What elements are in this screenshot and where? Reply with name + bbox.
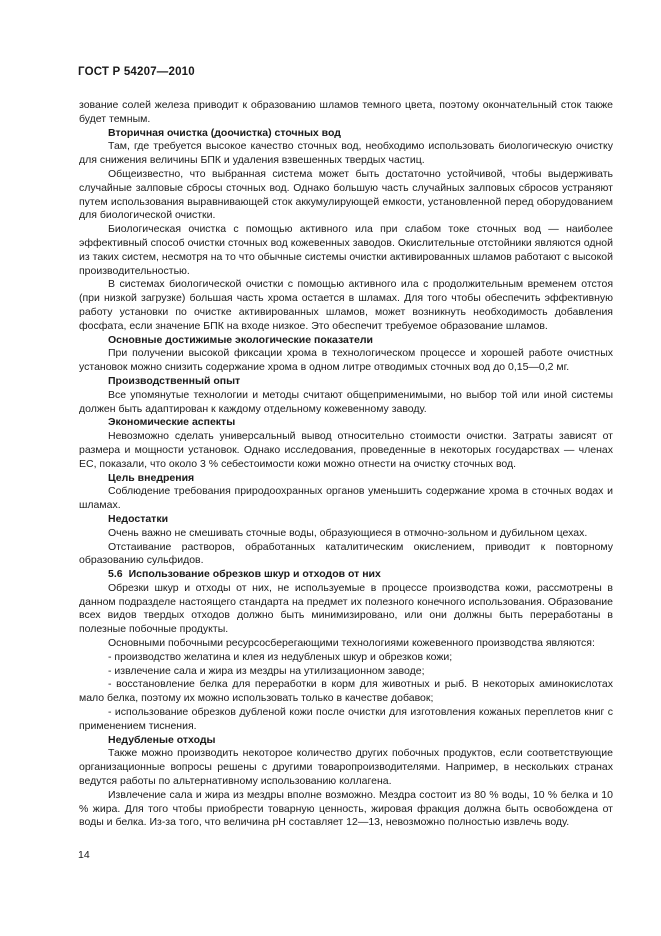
section-heading <box>79 568 613 582</box>
list-item: - использование обрезков дубленой кожи после очистки для изготовления кожаных переплетов книг с применением тиснения. <box>79 706 613 732</box>
paragraph: зование солей железа приводит к образованию шламов темного цвета, поэтому окончательный сток также будет темным. <box>79 99 613 125</box>
paragraph: В системах биологической очистки с помощью активного ила с продолжительным временем отстоя (при низкой загрузке) большая часть хрома остается в шламах. Для того чтобы обеспечить эффективную работу установки по очистке активированных шламов, может возникнуть необходимость добавления фосфата, если значение БПК на входе низкое. Это обеспечит требуемое образование шламов. <box>79 278 613 332</box>
paragraph: Также можно производить некоторое количество других побочных продуктов, если соответствующие организационные вопросы решены с другими товаропроизводителями. Например, в нескольких странах ведутся работы по альтернативному использованию коллагена. <box>79 747 613 788</box>
subheading: Цель внедрения <box>108 471 195 484</box>
paragraph: Биологическая очистка с помощью активного ила при слабом токе сточных вод — наиболее эффективный способ очистки сточных вод кожевенных заводов. Окислительные отстойники являются одной из таких систем, несмотря на то что обычные системы очистки активированных шламов работают с высокой производительностью. <box>79 223 613 277</box>
list-item: - восстановление белка для переработки в корм для животных и рыб. В некоторых аминокислотах мало белка, поэтому их можно использовать только в качестве добавок; <box>79 678 613 705</box>
subheading: Недостатки <box>108 512 169 525</box>
paragraph: Очень важно не смешивать сточные воды, образующиеся в отмочно-зольном и дубильном цехах. <box>108 526 588 539</box>
section-title: Использование обрезков шкур и отходов от них <box>128 568 381 581</box>
paragraph: Основными побочными ресурсосберегающими технологиями кожевенного производства являются: <box>108 637 595 650</box>
subheading: Производственный опыт <box>108 374 241 387</box>
subheading: Основные достижимые экологические показатели <box>108 333 374 346</box>
paragraph: Соблюдение требования природоохранных органов уменьшить содержание хрома в сточных водах и шламах. <box>79 485 613 512</box>
list-item: - производство желатина и клея из недубленых шкур и обрезков кожи; <box>108 650 453 663</box>
page-number: 14 <box>78 849 90 861</box>
paragraph: Все упомянутые технологии и методы считают общеприменимыми, но выбор той или иной системы должен быть адаптирован к каждому отдельному кожевенному заводу. <box>79 388 613 415</box>
paragraph: Отстаивание растворов, обработанных каталитическим окислением, приводит к повторному образованию сульфидов. <box>79 540 613 567</box>
paragraph: Обрезки шкур и отходы от них, не используемые в процессе производства кожи, рассмотрены в данном подразделе настоящего стандарта на предмет их полезного конечного использования. Образование всех видов твердых отходов должно быть минимизировано, или они должны быть переработаны в полезные побочные продукты. <box>79 581 613 636</box>
paragraph: Общеизвестно, что выбранная система может быть достаточно устойчивой, чтобы выдерживать случайные залповые сбросы сточных вод. Однако большую часть случайных залповых сбросов устраняют путем использования выравнивающей сток аккумулирующей емкости, установленной перед оборудованием для биологической очистки. <box>79 167 613 222</box>
paragraph: Там, где требуется высокое качество сточных вод, необходимо использовать биологическую очистку для снижения величины БПК и удаления взвешенных твердых частиц. <box>79 140 613 167</box>
section-number: 5.6 <box>108 568 123 581</box>
list-item: - извлечение сала и жира из мездры на утилизационном заводе; <box>108 664 425 677</box>
paragraph: Невозможно сделать универсальный вывод относительно стоимости очистки. Затраты зависят от размера и мощности установок. Однако исследования, проведенные в некоторых государствах — членах ЕС, показали, что около 3 % себестоимости кожи можно отнести на очистку сточных вод. <box>79 430 613 470</box>
subheading: Экономические аспекты <box>108 416 236 429</box>
paragraph: Извлечение сала и жира из мездры вполне возможно. Мездра состоит из 80 % воды, 10 % белка и 10 % жира. Для того чтобы приобрести товарную ценность, жировая фракция должна быть освобождена от воды и белка. Из-за того, что величина pH составляет 12—13, невозможно полностью извлечь воду. <box>79 788 613 829</box>
document-body <box>79 99 613 830</box>
subheading: Вторичная очистка (доочистка) сточных вод <box>108 126 341 139</box>
subheading: Недубленые отходы <box>108 733 216 746</box>
document-header: ГОСТ Р 54207—2010 <box>78 66 195 78</box>
paragraph: При получении высокой фиксации хрома в технологическом процессе и хорошей работе очистных установок можно снизить содержание хрома в одном литре отводимых сточных вод до 0,15—0,2 мг. <box>79 347 613 374</box>
